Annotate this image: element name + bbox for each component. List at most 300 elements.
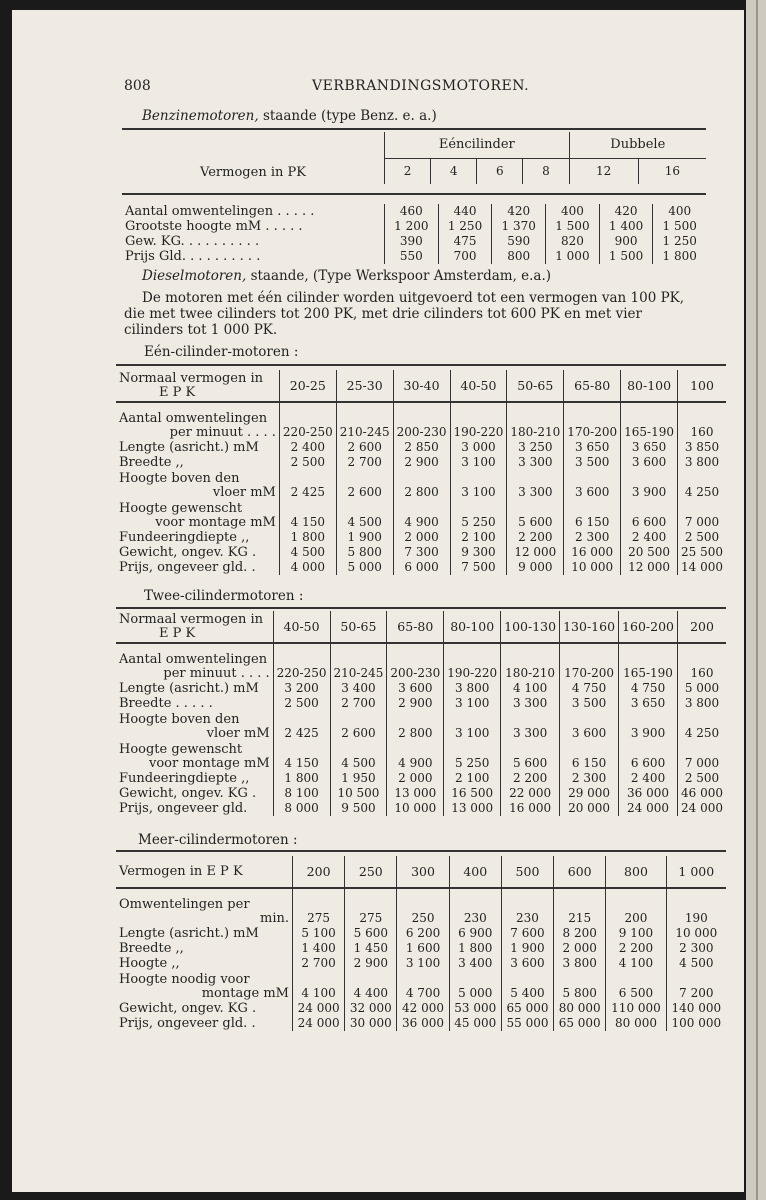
page-number: 808 <box>124 78 151 94</box>
benzine-group-eencilinder: Eéncilinder <box>385 132 570 158</box>
cell-value: 7 000 <box>684 515 720 529</box>
cell-value: 10 000 <box>564 560 621 575</box>
spacer-cell <box>621 402 678 410</box>
cell-value: 2 700 <box>330 696 387 711</box>
cell-value: 5 000 <box>336 560 393 575</box>
cell-value: 2 600 <box>330 711 387 741</box>
page-header <box>12 78 744 98</box>
cell-value: 3 100 <box>397 956 449 971</box>
twee-cilinder-table <box>116 611 726 816</box>
cell-value: 45 000 <box>449 1016 501 1031</box>
meer-cilinder-heading: Meer-cilindermotoren : <box>138 832 298 848</box>
cell-value: 900 <box>599 234 653 249</box>
cell-value: 160 <box>690 425 714 439</box>
table-header-row <box>116 856 726 888</box>
cell-value: 1 000 <box>546 249 600 264</box>
cell-value: 4 750 <box>560 681 619 696</box>
row-label-line: min. <box>260 911 289 926</box>
row-label-line: Gewicht, ongev. KG . <box>119 1001 257 1016</box>
cell-value: 9 500 <box>330 801 387 816</box>
row-label <box>116 1016 293 1031</box>
row-label <box>116 470 279 500</box>
row-label <box>116 711 273 741</box>
cell-value: 10 500 <box>330 786 387 801</box>
cell-value: 4 700 <box>397 971 449 1001</box>
spacer-cell <box>116 402 279 410</box>
cell-value: 2 000 <box>387 771 444 786</box>
cell-value: 215 <box>554 896 606 926</box>
spacer-cell <box>293 888 345 896</box>
table-row <box>122 249 706 264</box>
spacer-cell <box>564 402 621 410</box>
cell-value: 140 000 <box>671 1001 722 1015</box>
cell-value: 6 000 <box>393 560 450 575</box>
cell-value: 32 000 <box>345 1001 397 1016</box>
col-header: 300 <box>397 856 449 888</box>
cell-value: 400 <box>668 204 692 218</box>
cell-value: 220-250 <box>273 651 330 681</box>
cell-value: 3 100 <box>444 711 501 741</box>
cell-value: 3 600 <box>387 681 444 696</box>
row-label <box>116 696 273 711</box>
cell-value: 4 750 <box>619 681 678 696</box>
cell-value: 4 900 <box>393 500 450 530</box>
cell-value: 1 450 <box>345 941 397 956</box>
col-header: 100 <box>690 378 714 393</box>
spacer-cell <box>279 402 336 410</box>
cell-value: 2 100 <box>450 530 507 545</box>
table-row <box>116 786 726 801</box>
row-label-line: Breedte ,, <box>119 941 184 956</box>
cell-value: 3 600 <box>564 470 621 500</box>
diesel-caption <box>142 268 551 284</box>
table-row <box>116 410 726 440</box>
cell-value: 2 400 <box>279 440 336 455</box>
row-label-line: Hoogte gewenscht <box>119 742 243 757</box>
spacer-cell <box>444 643 501 651</box>
col-header: 160-200 <box>619 611 678 643</box>
row-label-line: Gewicht, ongev. KG . <box>119 786 257 801</box>
table-row <box>122 219 706 234</box>
row-label <box>116 681 273 696</box>
spacer-cell <box>678 402 727 410</box>
spacer-cell <box>678 643 727 651</box>
cell-value: 1 950 <box>330 771 387 786</box>
cell-value: 190-220 <box>450 410 507 440</box>
cell-value: 7 500 <box>450 560 507 575</box>
cell-value: 230 <box>501 896 553 926</box>
cell-value: 1 400 <box>293 941 345 956</box>
cell-value: 5 250 <box>444 741 501 771</box>
cell-value: 16 500 <box>444 786 501 801</box>
spacer-cell <box>666 888 726 896</box>
cell-value: 3 800 <box>554 956 606 971</box>
benzine-group-dubbele: Dubbele <box>569 132 706 158</box>
row-label-line: per minuut . . . . <box>163 666 270 681</box>
table-row <box>116 455 726 470</box>
row-label <box>116 651 273 681</box>
cell-value: 1 400 <box>599 219 653 234</box>
col-header: 40-50 <box>273 611 330 643</box>
spacer-cell <box>450 402 507 410</box>
cell-value: 1 900 <box>336 530 393 545</box>
benzine-col-label: Vermogen in PK <box>122 132 385 184</box>
row-label-line: Prijs, ongeveer gld. . <box>119 560 256 575</box>
cell-value: 24 000 <box>293 1001 345 1016</box>
table-row <box>116 500 726 530</box>
cell-value: 5 600 <box>507 500 564 530</box>
cell-value: 5 800 <box>554 971 606 1001</box>
cell-value: 220-250 <box>279 410 336 440</box>
row-label <box>116 410 279 440</box>
row-label <box>116 771 273 786</box>
cell-value: 180-210 <box>507 410 564 440</box>
cell-value: 3 600 <box>560 711 619 741</box>
cell-value: 3 300 <box>507 455 564 470</box>
row-label-line: Lengte (asricht.) mM <box>119 926 259 941</box>
table-row <box>116 530 726 545</box>
cell-value: 53 000 <box>449 1001 501 1016</box>
cell-value: 80 000 <box>554 1001 606 1016</box>
cell-value: 36 000 <box>619 786 678 801</box>
spacer-cell <box>619 643 678 651</box>
table-row <box>116 1001 726 1016</box>
cell-value: 2 600 <box>336 440 393 455</box>
diesel-paragraph-line: cilinders tot 1 000 PK. <box>124 322 278 338</box>
col-header: 30-40 <box>393 370 450 402</box>
cell-value: 170-200 <box>560 651 619 681</box>
spacer-cell <box>273 643 330 651</box>
cell-value: 2 900 <box>345 956 397 971</box>
col-label <box>116 370 279 402</box>
een-cilinder-heading: Eén-cilinder-motoren : <box>144 344 299 360</box>
row-label <box>116 956 293 971</box>
benzine-caption-rest: staande (type Benz. e. a.) <box>262 108 437 124</box>
table-row <box>116 941 726 956</box>
cell-value: 2 000 <box>554 941 606 956</box>
twee-cilinder-heading: Twee-cilindermotoren : <box>144 588 304 604</box>
table-row <box>122 204 706 219</box>
benzine-col-header: 8 <box>523 158 569 184</box>
col-label-line: Normaal vermogen in <box>119 370 263 386</box>
diesel-paragraph-line: die met twee cilinders tot 200 PK, met drie cilinders tot 600 PK en met vier <box>124 306 642 322</box>
cell-value: 3 650 <box>564 440 621 455</box>
cell-value: 4 900 <box>387 741 444 771</box>
cell-value: 7 000 <box>684 756 720 770</box>
cell-value: 200-230 <box>387 651 444 681</box>
row-label <box>116 926 293 941</box>
cell-value: 65 000 <box>554 1016 606 1031</box>
col-header: 130-160 <box>560 611 619 643</box>
row-label-line: Prijs, ongeveer gld. . <box>119 1016 256 1031</box>
row-label <box>116 971 293 1001</box>
cell-value: 3 300 <box>507 470 564 500</box>
table-row <box>116 440 726 455</box>
cell-value: 6 500 <box>606 971 666 1001</box>
cell-value: 2 200 <box>606 941 666 956</box>
cell-value: 2 425 <box>273 711 330 741</box>
cell-value: 2 800 <box>393 470 450 500</box>
cell-value: 390 <box>385 234 439 249</box>
cell-value: 2 900 <box>387 696 444 711</box>
spacer-cell <box>397 888 449 896</box>
cell-value: 3 300 <box>501 711 560 741</box>
col-header: 65-80 <box>387 611 444 643</box>
cell-value: 4 500 <box>279 545 336 560</box>
col-header: 600 <box>554 856 606 888</box>
cell-value: 10 000 <box>675 926 718 940</box>
cell-value: 7 300 <box>393 545 450 560</box>
cell-value: 2 700 <box>336 455 393 470</box>
row-label-line: voor montage mM <box>155 515 276 530</box>
cell-value: 6 200 <box>397 926 449 941</box>
cell-value: 4 500 <box>679 956 714 970</box>
cell-value: 5 800 <box>336 545 393 560</box>
cell-value: 3 200 <box>273 681 330 696</box>
cell-value: 2 600 <box>336 470 393 500</box>
cell-value: 4 500 <box>336 500 393 530</box>
row-label-line: Lengte (asricht.) mM <box>119 681 259 696</box>
cell-value: 2 900 <box>393 455 450 470</box>
row-label <box>116 500 279 530</box>
spacer-cell <box>606 888 666 896</box>
row-label-line: vloer mM <box>206 726 270 741</box>
cell-value: 3 100 <box>450 470 507 500</box>
cell-value: 4 150 <box>273 741 330 771</box>
cell-value: 3 300 <box>501 696 560 711</box>
cell-value: 24 000 <box>681 801 723 815</box>
spacer-cell <box>560 643 619 651</box>
cell-value: 5 600 <box>501 741 560 771</box>
een-cilinder-table <box>116 370 726 575</box>
cell-value: 165-190 <box>619 651 678 681</box>
cell-value: 200-230 <box>393 410 450 440</box>
row-label <box>116 560 279 575</box>
row-label-line: Hoogte gewenscht <box>119 501 243 516</box>
cell-value: 475 <box>438 234 492 249</box>
running-title: VERBRANDINGSMOTOREN. <box>312 78 530 94</box>
cell-value: 6 900 <box>449 926 501 941</box>
diesel-paragraph <box>124 290 724 338</box>
row-label-line: per minuut . . . . <box>169 425 276 440</box>
benzine-header-rule <box>122 193 706 195</box>
cell-value: 2 100 <box>444 771 501 786</box>
diesel-caption-rest: staande, (Type Werkspoor Amsterdam, e.a.) <box>250 268 552 284</box>
cell-value: 3 900 <box>621 470 678 500</box>
cell-value: 6 600 <box>621 500 678 530</box>
cell-value: 1 800 <box>273 771 330 786</box>
col-header: 65-80 <box>564 370 621 402</box>
benzine-table-body <box>122 204 706 264</box>
cell-value: 160 <box>690 666 714 680</box>
row-label <box>116 455 279 470</box>
row-label <box>116 801 273 816</box>
cell-value: 2 425 <box>279 470 336 500</box>
row-label: Prijs Gld. . . . . . . . . . <box>122 249 385 264</box>
cell-value: 2 850 <box>393 440 450 455</box>
cell-value: 3 800 <box>684 455 720 469</box>
spacer-cell <box>393 402 450 410</box>
cell-value: 3 400 <box>449 956 501 971</box>
cell-value: 5 600 <box>345 926 397 941</box>
meer-cilinder-table <box>116 856 726 1031</box>
table-header-row <box>116 611 726 643</box>
twee-cilinder-top-rule <box>116 607 726 609</box>
benzine-col-header: 12 <box>569 158 638 184</box>
row-label-line: Aantal omwentelingen <box>119 652 268 667</box>
cell-value: 1 900 <box>501 941 553 956</box>
cell-value: 110 000 <box>606 1001 666 1016</box>
cell-value: 36 000 <box>397 1016 449 1031</box>
col-label-line: E P K <box>159 625 196 641</box>
table-row <box>116 651 726 681</box>
col-label-line: E P K <box>159 384 196 400</box>
col-header: 1 000 <box>678 864 715 879</box>
cell-value: 4 000 <box>279 560 336 575</box>
table-row <box>116 896 726 926</box>
cell-value: 2 300 <box>564 530 621 545</box>
col-header: 400 <box>449 856 501 888</box>
cell-value: 1 200 <box>385 219 439 234</box>
benzine-table <box>122 132 706 184</box>
col-label <box>116 611 273 643</box>
table-row <box>116 560 726 575</box>
cell-value: 3 600 <box>501 956 553 971</box>
table-row <box>116 801 726 816</box>
cell-value: 2 500 <box>279 455 336 470</box>
cell-value: 3 100 <box>450 455 507 470</box>
cell-value: 2 300 <box>679 941 714 955</box>
col-header: 100-130 <box>501 611 560 643</box>
col-header: 500 <box>501 856 553 888</box>
cell-value: 8 100 <box>273 786 330 801</box>
row-label: Grootste hoogte mM . . . . . <box>122 219 385 234</box>
cell-value: 46 000 <box>681 786 723 800</box>
cell-value: 420 <box>492 204 546 219</box>
cell-value: 12 000 <box>621 560 678 575</box>
cell-value: 10 000 <box>387 801 444 816</box>
col-header: 80-100 <box>621 370 678 402</box>
cell-value: 6 600 <box>619 741 678 771</box>
cell-value: 24 000 <box>293 1016 345 1031</box>
cell-value: 3 400 <box>330 681 387 696</box>
cell-value: 2 200 <box>507 530 564 545</box>
row-label-line: Fundeeringdiepte ,, <box>119 771 250 786</box>
cell-value: 16 000 <box>501 801 560 816</box>
cell-value: 700 <box>438 249 492 264</box>
table-row <box>116 1016 726 1031</box>
table-row <box>116 971 726 1001</box>
row-label-line: Breedte ,, <box>119 455 184 470</box>
col-header: 50-65 <box>330 611 387 643</box>
col-header: 50-65 <box>507 370 564 402</box>
cell-value: 460 <box>385 204 439 219</box>
meer-cilinder-top-rule <box>116 850 726 852</box>
book-page <box>12 10 744 1192</box>
row-label-line: Prijs, ongeveer gld. <box>119 801 248 816</box>
cell-value: 4 250 <box>684 726 720 740</box>
cell-value: 1 500 <box>599 249 653 264</box>
spacer-cell <box>345 888 397 896</box>
col-header: 800 <box>606 856 666 888</box>
cell-value: 1 370 <box>492 219 546 234</box>
cell-value: 2 500 <box>684 530 720 544</box>
cell-value: 2 500 <box>684 771 720 785</box>
spacer-cell <box>501 643 560 651</box>
cell-value: 4 100 <box>501 681 560 696</box>
row-label-line: Hoogte noodig voor <box>119 972 250 987</box>
cell-value: 250 <box>397 896 449 926</box>
col-header: 20-25 <box>279 370 336 402</box>
cell-value: 2 400 <box>621 530 678 545</box>
cell-value: 1 250 <box>438 219 492 234</box>
cell-value: 3 100 <box>444 696 501 711</box>
cell-value: 4 150 <box>279 500 336 530</box>
cell-value: 4 100 <box>606 956 666 971</box>
cell-value: 20 500 <box>621 545 678 560</box>
cell-value: 210-245 <box>330 651 387 681</box>
col-label-line: Normaal vermogen in <box>119 611 263 627</box>
cell-value: 6 150 <box>564 500 621 530</box>
cell-value: 3 650 <box>619 696 678 711</box>
cell-value: 3 850 <box>684 440 720 454</box>
cell-value: 400 <box>546 204 600 219</box>
cell-value: 3 250 <box>507 440 564 455</box>
cell-value: 800 <box>492 249 546 264</box>
cell-value: 25 500 <box>681 545 723 559</box>
row-label-line: Lengte (asricht.) mM <box>119 440 259 455</box>
table-row <box>116 956 726 971</box>
cell-value: 3 500 <box>564 455 621 470</box>
col-header: 25-30 <box>336 370 393 402</box>
cell-value: 5 100 <box>293 926 345 941</box>
cell-value: 9 000 <box>507 560 564 575</box>
diesel-paragraph-line: De motoren met één cilinder worden uitgevoerd tot een vermogen van 100 PK, <box>142 290 685 306</box>
cell-value: 190-220 <box>444 651 501 681</box>
spacer-cell <box>116 888 293 896</box>
cell-value: 3 000 <box>450 440 507 455</box>
col-header: 80-100 <box>444 611 501 643</box>
spacer-cell <box>507 402 564 410</box>
row-label <box>116 786 273 801</box>
cell-value: 30 000 <box>345 1016 397 1031</box>
page-edge-line <box>756 0 758 1200</box>
benzine-caption <box>142 108 437 124</box>
row-label-line: montage mM <box>201 986 289 1001</box>
cell-value: 16 000 <box>564 545 621 560</box>
row-label-line: Fundeeringdiepte ,, <box>119 530 250 545</box>
cell-value: 12 000 <box>507 545 564 560</box>
row-label-line: Omwentelingen per <box>119 897 250 912</box>
table-header-row <box>116 370 726 402</box>
cell-value: 1 600 <box>397 941 449 956</box>
cell-value: 7 600 <box>501 926 553 941</box>
row-label-line: voor montage mM <box>149 756 270 771</box>
cell-value: 5 250 <box>450 500 507 530</box>
cell-value: 3 800 <box>444 681 501 696</box>
cell-value: 1 500 <box>546 219 600 234</box>
cell-value: 4 400 <box>345 971 397 1001</box>
col-header: 40-50 <box>450 370 507 402</box>
cell-value: 14 000 <box>681 560 723 574</box>
cell-value: 80 000 <box>606 1016 666 1031</box>
spacer-row <box>116 888 726 896</box>
cell-value: 3 650 <box>621 440 678 455</box>
cell-value: 2 000 <box>393 530 450 545</box>
row-label <box>116 1001 293 1016</box>
benzine-col-header: 2 <box>385 158 431 184</box>
diesel-caption-italic: Dieselmotoren, <box>142 268 247 284</box>
